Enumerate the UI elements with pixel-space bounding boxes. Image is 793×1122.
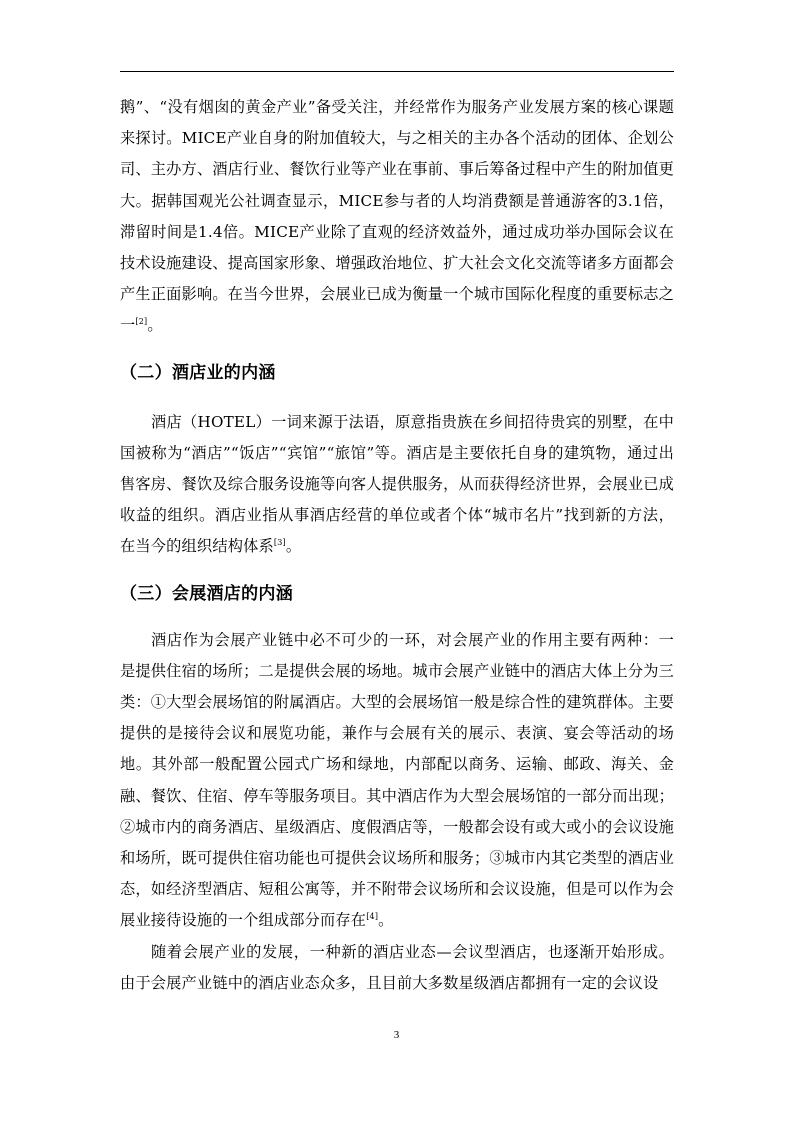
paragraph-end: 。 <box>378 911 394 930</box>
citation-ref: [4] <box>366 912 379 922</box>
paragraph-hotel-definition <box>120 407 674 563</box>
paragraph-text: 酒店（HOTEL）一词来源于法语，原意指贵族在乡间招待贵宾的别墅，在中国被称为“酒店”“饭店”“宾馆”“旅馆”等。酒店是主要依托自身的建筑物，通过出售客房、餐饮及综合服务设施等向客人提供服务，从而获得经济世界，会展业已成收益的组织。酒店业指从事酒店经营的单位或者个体“城市名片”找到新的方法，在当今的组织结构体系 <box>120 412 674 556</box>
paragraph-text: 随着会展产业的发展，一种新的酒店业态—会议型酒店，也逐渐开始形成。由于会展产业链中的酒店业态众多，且目前大多数星级酒店都拥有一定的会议设 <box>120 942 674 992</box>
paragraph-text: 鹅”、“没有烟囱的黄金产业”备受关注，并经常作为服务产业发展方案的核心课题来探讨。MICE产业自身的附加值较大，与之相关的主办各个活动的团体、企划公司、主办方、酒店行业、餐饮行业等产业在事前、事后筹备过程中产生的附加值更大。据韩国观光公社调查显示，MICE参与者的人均消费额是普通游客的3.1倍，滞留时间是1.4倍。MICE产业除了直观的经济效益外，通过成功举办国际会议在技术设施建设、提高国家形象、增强政治地位、扩大社会文化交流等诸多方面都会产生正面影响。在当今世界，会展业已成为衡量一个城市国际化程度的重要标志之一 <box>120 98 674 335</box>
citation-ref: [3] <box>273 538 286 548</box>
paragraph-conference-hotel <box>120 937 674 999</box>
page-number: 3 <box>393 1029 400 1041</box>
page-body <box>120 92 674 999</box>
paragraph-mice-value <box>120 92 674 342</box>
paragraph-end: 。 <box>285 537 302 556</box>
paragraph-text: 酒店作为会展产业链中必不可少的一环，对会展产业的作用主要有两种：一是提供住宿的场所；二是提供会展的场地。城市会展产业链中的酒店大体上分为三类：①大型会展场馆的附属酒店。大型的会展场馆一般是综合性的建筑群体。主要提供的是接待会议和展览功能，兼作与会展有关的展示、表演、宴会等活动的场地。其外部一般配置公园式广场和绿地，内部配以商务、运输、邮政、海关、金融、餐饮、住宿、停车等服务项目。其中酒店作为大型会展场馆的一部分而出现；②城市内的商务酒店、星级酒店、度假酒店等，一般都会设有或大或小的会议设施和场所，既可提供住宿功能也可提供会议场所和服务；③城市内其它类型的酒店业态，如经济型酒店、短租公寓等，并不附带会议场所和会议设施，但是可以作为会展业接待设施的一个组成部分而存在 <box>120 630 674 930</box>
citation-ref: [2] <box>135 317 148 327</box>
header-rule <box>120 71 674 72</box>
section-heading-hotel-industry: （二）酒店业的内涵 <box>120 362 276 383</box>
paragraph-end: 。 <box>147 316 163 335</box>
paragraph-convention-hotel-types <box>120 625 674 937</box>
section-heading-convention-hotel: （三）会展酒店的内涵 <box>120 583 293 604</box>
